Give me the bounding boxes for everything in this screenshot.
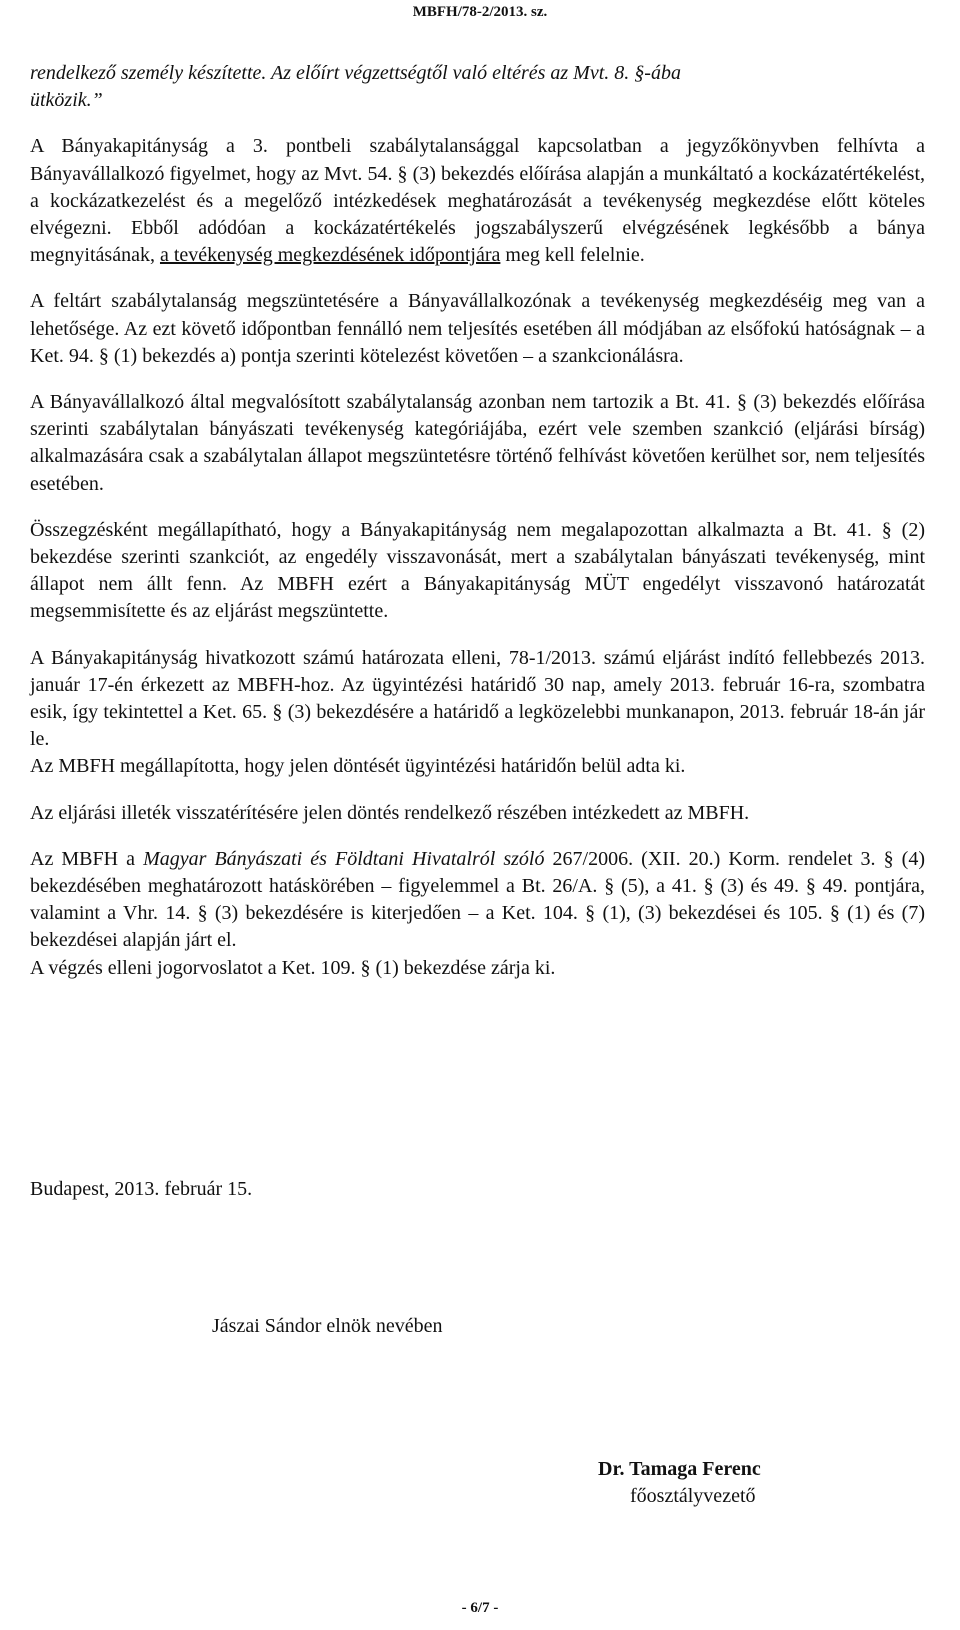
page-number: - 6/7 - xyxy=(461,1600,499,1616)
paragraph-fee-refund: Az eljárási illeték visszatérítésére jelen döntés rendelkező részében intézkedett az MBFH. xyxy=(30,801,750,824)
paragraph-quote-end xyxy=(30,60,925,114)
paragraph-legal-basis xyxy=(30,846,925,955)
paragraph-text: A Bányakapitányság a 3. pontbeli szabálytalansággal kapcsolatban a jegyzőkönyvben felhívta a Bányavállalkozó figyelmet, hogy az Mvt. 54. § (3) bekezdés előírása alapján a munkáltató a kockázatértékelést, a kockázatkezelést és a megelőző intézkedések meghatározását a tevékenység megkezdése előtt köteles elvégezni. Ebből adódóan a kockázatértékelés jogszabályszerű elvégzésének legkésőbb a bánya megnyitásának, xyxy=(30,135,925,267)
quote-line-1: rendelkező személy készítette. Az előírt végzettségtől való eltérés az Mvt. 8. §-ába xyxy=(30,62,681,84)
quote-line-2: ütközik.” xyxy=(30,89,103,112)
paragraph-appeal-exclusion: A végzés elleni jogorvoslatot a Ket. 109. § (1) bekezdése zárja ki. xyxy=(30,956,556,979)
document-body xyxy=(30,60,925,982)
legal-basis-text-end: 267/2006. (XII. 20.) Korm. rendelet 3. § (4) bekezdésében meghatározott hatáskörében – figyelemmel a Bt. 26/A. § (5), a 41. § (3) és 49. § 49. pontjára, valamint a Vhr. 14. § (3) bekezdésére is kiterjedően – a Ket. 104. § (1), (3) bekezdései és 105. § (1) és (7) bekezdései alapján járt el. xyxy=(30,847,926,952)
underlined-deadline-text: a tevékenység megkezdésének időpontjára xyxy=(159,244,501,267)
paragraph-sanction: A Bányavállalkozó által megvalósított szabálytalanság azonban nem tartozik a Bt. 41. § (3) bekezdés előírása szerinti szabálytalan bányászati tevékenység kategóriájába, ezért vele szemben szankció (eljárási bírság) alkalmazására csak a szabálytalan állapot megszüntetésre történő felhívást követően kerülhet sor, nem teljesítés esetében. xyxy=(30,391,925,495)
signatory-title: főosztályvezető xyxy=(630,1485,756,1507)
paragraph-remedy: A feltárt szabálytalanság megszüntetésére a Bányavállalkozónak a tevékenység megkezdéséig meg van a lehetősége. Az ezt követő időpontban fennálló nem teljesítés esetében áll módjában az elsőfokú hatóságnak – a Ket. 94. § (1) bekezdés a) pontja szerinti kötelezést követően – a szankcionálásra. xyxy=(30,290,925,367)
signatory-name: Dr. Tamaga Ferenc xyxy=(598,1458,761,1480)
document-reference-header: MBFH/78-2/2013. sz. xyxy=(412,4,548,20)
paragraph-risk-assessment xyxy=(30,133,925,269)
paragraph-text-end: meg kell felelnie. xyxy=(500,244,645,267)
place-and-date: Budapest, 2013. február 15. xyxy=(30,1178,253,1200)
paragraph-deadline-conclusion: Az MBFH megállapította, hogy jelen döntését ügyintézési határidőn belül adta ki. xyxy=(30,755,686,778)
legal-basis-text: Az MBFH a xyxy=(30,847,144,870)
on-behalf-line: Jászai Sándor elnök nevében xyxy=(212,1315,443,1337)
regulation-title: Magyar Bányászati és Földtani Hivatalról szóló xyxy=(143,847,545,870)
paragraph-summary: Összegzésként megállapítható, hogy a Bányakapitányság nem megalapozottan alkalmazta a Bt. 41. § (2) bekezdése szerinti szankciót, az engedély visszavonását, mert a szabálytalan bányászati tevékenység, mint állapot nem állt fenn. Az MBFH ezért a Bányakapitányság MÜT engedélyt visszavonó határozatát megsemmisítette és az eljárást megszüntette. xyxy=(30,518,925,623)
paragraph-deadline: A Bányakapitányság hivatkozott számú határozata elleni, 78-1/2013. számú eljárást indító fellebbezés 2013. január 17-én érkezett az MBFH-hoz. Az ügyintézési határidő 30 nap, amely 2013. február 16-ra, szombatra esik, így tekintettel a Ket. 65. § (3) bekezdésére a határidő a legközelebbi munkanapon, 2013. február 18-án jár le. xyxy=(30,646,925,751)
